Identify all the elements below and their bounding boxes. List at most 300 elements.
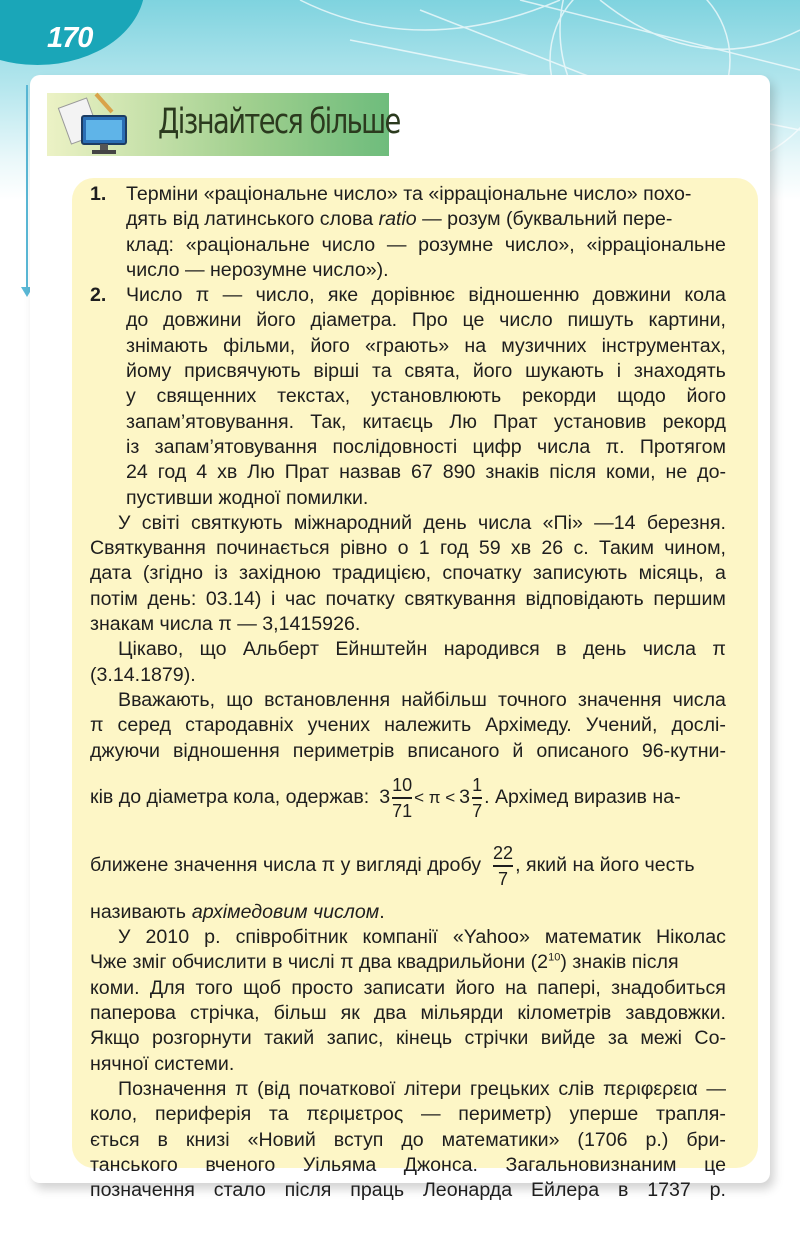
word: —14 — [594, 511, 636, 534]
text-segment: називають — [90, 900, 186, 923]
word: 24 — [126, 461, 148, 484]
text-segment: Чже зміг обчислити в числі π два квадрильйони (2 — [90, 951, 549, 974]
word: знаходять — [633, 360, 726, 383]
text-segment: . — [379, 900, 385, 923]
word: «Yahoo» — [452, 926, 530, 949]
word: картини, — [648, 309, 726, 332]
word: Леонарда — [422, 1179, 513, 1202]
word: музичних — [501, 334, 587, 357]
word: світі — [141, 511, 180, 534]
word: Вважають, — [118, 688, 216, 711]
word: точного — [497, 688, 567, 711]
word: довжини — [163, 309, 242, 332]
word: відношенню — [468, 284, 580, 307]
word: першим — [653, 587, 726, 610]
word: межі — [640, 1027, 682, 1050]
word: кола — [684, 284, 726, 307]
word: присвячують — [184, 360, 301, 383]
word: довжини — [592, 284, 671, 307]
text-line — [126, 283, 726, 308]
list-item-number: 1. — [90, 183, 107, 205]
word: святкують — [190, 511, 283, 534]
archimedes-fraction-line — [90, 832, 726, 900]
fraction-numerator: 22 — [493, 843, 514, 864]
word: рівно — [339, 537, 388, 560]
word: Цікаво, — [118, 638, 184, 661]
word: позначення — [90, 1179, 195, 1202]
word: 1737 — [647, 1179, 691, 1202]
word: й — [512, 739, 524, 762]
word: вступ — [333, 1128, 384, 1151]
word: текстах, — [277, 385, 351, 408]
archimedes-inequality — [90, 764, 726, 832]
word: рекорд — [662, 410, 726, 433]
word: та — [371, 360, 392, 383]
word: У — [118, 926, 131, 949]
text-line — [90, 1102, 726, 1127]
word: найбільш — [401, 688, 487, 711]
word: бри- — [686, 1128, 726, 1151]
word: установив — [553, 410, 647, 433]
word: год — [157, 461, 187, 484]
word: фільми, — [223, 334, 296, 357]
word: на — [505, 976, 527, 999]
word: (1706 — [577, 1128, 628, 1151]
word: клад: — [126, 233, 174, 256]
text-line — [126, 308, 726, 333]
word: коми. — [90, 976, 140, 999]
word: — — [420, 1103, 441, 1126]
word: хв — [217, 461, 238, 484]
word: потім — [90, 587, 138, 610]
word: у — [126, 385, 136, 408]
word: описаного — [536, 739, 629, 762]
word: папері, — [537, 976, 601, 999]
word: — — [386, 233, 407, 256]
word: західною — [239, 562, 321, 585]
word: «Новий — [247, 1128, 316, 1151]
word: числа — [478, 511, 532, 534]
word: периметр) — [458, 1103, 552, 1126]
exponent: 10 — [548, 951, 561, 964]
text-line — [90, 688, 726, 713]
word: більш — [273, 1002, 327, 1025]
word: в — [157, 1128, 168, 1151]
word: Число — [126, 284, 183, 307]
word: не — [665, 461, 688, 484]
word: і — [271, 587, 276, 610]
word: 03.14) — [205, 587, 262, 610]
word: відповідають — [525, 587, 644, 610]
word: число — [499, 309, 553, 332]
word: після — [549, 461, 597, 484]
word: значення — [577, 688, 662, 711]
word: вірші — [313, 360, 360, 383]
word: коми, — [606, 461, 656, 484]
word: 1 — [418, 537, 430, 560]
word: це — [704, 1153, 726, 1176]
word: березня. — [646, 511, 726, 534]
text-line — [126, 334, 726, 359]
word: установлюють — [370, 385, 502, 408]
word: стрічки — [464, 1027, 529, 1050]
text-line — [90, 637, 726, 662]
word: починається — [216, 537, 330, 560]
word: за — [607, 1027, 628, 1050]
word: Джонса. — [403, 1153, 478, 1176]
word: число — [321, 233, 376, 256]
paragraph-archimedes — [90, 688, 726, 925]
text-line — [90, 1153, 726, 1178]
text-segment: Терміни «раціональне число» та «ірраціональне число» похо- — [126, 183, 692, 205]
term-archimedes-number: архімедовим числом — [191, 900, 380, 923]
word: міжнародний — [293, 511, 413, 534]
word: такий — [264, 1027, 315, 1050]
text-line — [126, 207, 726, 232]
word: π — [712, 638, 726, 661]
word: запис, — [326, 1027, 384, 1050]
word: числа — [672, 688, 726, 711]
word: дослі- — [671, 714, 726, 737]
word: назвав — [339, 461, 402, 484]
word: із — [126, 435, 140, 458]
word: свята, — [404, 360, 461, 383]
text-line: знакам числа π — 3,1415926. — [90, 613, 361, 636]
word: учених — [307, 714, 371, 737]
text-line — [90, 950, 726, 975]
word: встановлення — [264, 688, 391, 711]
word: περιφερεια — [602, 1077, 698, 1100]
word: народився — [443, 638, 540, 661]
word: стрічка, — [189, 1002, 260, 1025]
text-line: пустивши жодної помилки. — [126, 486, 369, 509]
word: серед — [117, 714, 172, 737]
word: Ейнштейн — [335, 638, 428, 661]
word: Прат — [284, 461, 330, 484]
word: після — [284, 1179, 332, 1202]
word: вписаного — [407, 739, 500, 762]
word: о — [397, 537, 409, 560]
word: і — [616, 360, 622, 383]
article-text — [90, 182, 726, 1203]
word: грецьких — [470, 1077, 550, 1100]
word: того — [195, 976, 233, 999]
word: на — [464, 334, 487, 357]
word: математик — [544, 926, 641, 949]
fraction-denominator: 7 — [472, 800, 483, 821]
text-segment: . Архімед виразив на- — [484, 786, 681, 809]
text-line — [126, 435, 726, 460]
word: — — [706, 1077, 726, 1100]
word: та — [268, 1103, 289, 1126]
fraction — [472, 775, 482, 821]
word: запам’ятовування. — [126, 410, 295, 433]
side-arrow-line — [26, 85, 28, 290]
word: стало — [213, 1179, 266, 1202]
word: китаєць — [362, 410, 434, 433]
word: до — [126, 309, 149, 332]
word: (згідно — [142, 562, 204, 585]
word: π — [235, 1077, 249, 1100]
word: належить — [384, 714, 472, 737]
paragraph-yahoo — [90, 925, 726, 1077]
word: περιμετρος — [306, 1103, 404, 1126]
list-item-1 — [90, 182, 726, 283]
paragraph-notation — [90, 1077, 726, 1203]
text-line: (3.14.1879). — [90, 663, 196, 686]
text-line — [126, 233, 726, 258]
word: с. — [573, 537, 589, 560]
text-line — [90, 1178, 726, 1203]
word: «грають» — [365, 334, 450, 357]
text-line: число — нерозумне число»). — [126, 258, 389, 281]
word: кілометрів — [517, 1002, 612, 1025]
word: Загальновизнаним — [505, 1153, 677, 1176]
word: початку — [325, 587, 395, 610]
fraction-bar — [472, 797, 482, 799]
word: р.) — [645, 1128, 669, 1151]
fraction — [493, 843, 513, 889]
word: компанії — [362, 926, 438, 949]
word: в — [556, 638, 567, 661]
word: літери — [404, 1077, 462, 1100]
word: Позначення — [118, 1077, 227, 1100]
word: дата — [90, 562, 132, 585]
word: число, — [255, 284, 315, 307]
word: його — [455, 976, 495, 999]
word: співробітник — [235, 926, 348, 949]
word: рекорди — [522, 385, 597, 408]
word: спочатку — [442, 562, 522, 585]
text-line — [90, 925, 726, 950]
word: розгорнути — [152, 1027, 252, 1050]
word: У — [118, 511, 131, 534]
text-line — [90, 561, 726, 586]
word: уперше — [569, 1103, 639, 1126]
word: джуючи — [90, 739, 160, 762]
word: як — [340, 1002, 360, 1025]
fraction-numerator: 1 — [472, 775, 483, 796]
text-segment — [90, 950, 679, 975]
word: Протягом — [639, 435, 726, 458]
word: «Пі» — [542, 511, 583, 534]
list-item-number: 2. — [90, 284, 107, 307]
text-line — [126, 460, 726, 485]
word: розумне — [418, 233, 494, 256]
computer-monitor-icon — [56, 92, 136, 156]
word: 96-кутни- — [641, 739, 726, 762]
word: кінець — [395, 1027, 453, 1050]
word: що — [226, 688, 254, 711]
fraction-bar — [392, 797, 412, 799]
word: Прат — [493, 410, 538, 433]
word: інструментах, — [601, 334, 726, 357]
word: день — [423, 511, 467, 534]
text-line — [90, 739, 726, 764]
word: щодо — [617, 385, 666, 408]
word: π. — [605, 435, 625, 458]
word: це — [462, 309, 485, 332]
word: 67 — [410, 461, 433, 484]
word: до- — [697, 461, 726, 484]
word: стародавніх — [185, 714, 294, 737]
word: слів — [558, 1077, 595, 1100]
text-segment: ближене значення числа π у вигляді дробу — [90, 854, 482, 877]
word: 2010 — [145, 926, 190, 949]
word: священних — [156, 385, 257, 408]
word: цифр — [472, 435, 522, 458]
text-line — [90, 976, 726, 1001]
word: вийде — [540, 1027, 596, 1050]
word: Архімеду. — [485, 714, 572, 737]
text-line: нячної системи. — [90, 1052, 235, 1075]
text-line — [126, 359, 726, 384]
word: р. — [204, 926, 221, 949]
word: мільярди — [420, 1002, 504, 1025]
text-line — [90, 511, 726, 536]
word: «ірраціональне — [586, 233, 726, 256]
word: в — [617, 1179, 629, 1202]
word: 4 — [196, 461, 208, 484]
paragraph-einstein — [90, 637, 726, 688]
word: записують — [532, 562, 628, 585]
word: периметрів — [292, 739, 395, 762]
word: послідовності — [332, 435, 458, 458]
word: математики» — [441, 1128, 560, 1151]
word: Таким — [598, 537, 654, 560]
fraction-numerator: 10 — [392, 775, 413, 796]
word: ється — [90, 1128, 140, 1151]
fraction-denominator: 71 — [392, 800, 413, 821]
word: 26 — [541, 537, 564, 560]
word: числа — [642, 638, 696, 661]
fraction-bar — [493, 865, 513, 867]
word: до — [401, 1128, 424, 1151]
text-segment: ків до діаметра кола, одержав: — [90, 786, 370, 809]
word: пишуть — [567, 309, 634, 332]
word: записати — [363, 976, 446, 999]
word: щоб — [243, 976, 282, 999]
word: вченого — [205, 1153, 276, 1176]
word: 890 — [442, 461, 476, 484]
word: його — [256, 309, 296, 332]
fraction-denominator: 7 — [498, 868, 509, 889]
word: книзі — [185, 1128, 230, 1151]
word: коло, — [90, 1103, 138, 1126]
word: Для — [149, 976, 186, 999]
word: год — [439, 537, 469, 560]
section-title: Дізнайтеся більше — [158, 102, 400, 142]
word: святкування — [404, 587, 516, 610]
text-line — [90, 1077, 726, 1102]
word: традицією, — [332, 562, 432, 585]
word: Про — [411, 309, 448, 332]
word: «раціональне — [185, 233, 310, 256]
word: яке — [327, 284, 359, 307]
mixed-number-whole: 3 — [459, 786, 471, 809]
word: 59 — [478, 537, 501, 560]
word: запам’ятовування — [154, 435, 318, 458]
inequality-signs: < π < — [414, 788, 456, 808]
word: праць — [350, 1179, 405, 1202]
word: чином, — [664, 537, 726, 560]
word: два — [373, 1002, 407, 1025]
word: Уільяма — [302, 1153, 377, 1176]
word: а — [715, 562, 726, 585]
word: р. — [709, 1179, 726, 1202]
text-line — [90, 1128, 726, 1153]
word: Учений, — [585, 714, 658, 737]
word: знадобиться — [611, 976, 726, 999]
word: Ніколас — [656, 926, 726, 949]
word: його — [686, 385, 726, 408]
word: Святкування — [90, 537, 206, 560]
word: — — [222, 284, 243, 307]
word: Лю — [449, 410, 477, 433]
word: Со- — [694, 1027, 726, 1050]
text-segment: ) знаків після — [560, 951, 679, 974]
word: початкової — [298, 1077, 396, 1100]
word: відношення — [172, 739, 280, 762]
word: π — [90, 714, 104, 737]
fraction — [392, 775, 412, 821]
text-segment: дять від латинського слова ratio — розум (буквальний пере- — [126, 208, 673, 231]
word: завдовжки. — [625, 1002, 726, 1025]
text-line — [90, 536, 726, 561]
word: танського — [90, 1153, 178, 1176]
word: (від — [257, 1077, 290, 1100]
paragraph-pi-day — [90, 511, 726, 637]
text-line — [126, 182, 726, 207]
word: його — [472, 360, 513, 383]
word: хв — [510, 537, 532, 560]
text-line — [90, 1026, 726, 1051]
text-line — [126, 384, 726, 409]
word: периферія — [154, 1103, 252, 1126]
mixed-number-whole: 3 — [379, 786, 391, 809]
word: знаків — [485, 461, 540, 484]
word: із — [214, 562, 228, 585]
word: день — [582, 638, 627, 661]
word: Ейлера — [530, 1179, 600, 1202]
word: число», — [504, 233, 575, 256]
word: діаметра. — [310, 309, 398, 332]
word: місяць, — [638, 562, 704, 585]
word: Так, — [310, 410, 347, 433]
text-segment: , який на його честь — [515, 854, 695, 877]
word: трапля- — [655, 1103, 726, 1126]
word: Альберт — [242, 638, 319, 661]
word: йому — [126, 360, 172, 383]
word: час — [284, 587, 316, 610]
list-item-2 — [90, 283, 726, 511]
text-line — [90, 1001, 726, 1026]
word: π — [195, 284, 210, 307]
word: числа — [536, 435, 591, 458]
text-line — [90, 900, 726, 925]
word: шукають — [525, 360, 604, 383]
word: день: — [147, 587, 197, 610]
word: знімають — [126, 334, 208, 357]
text-line — [90, 713, 726, 738]
word: паперова — [90, 1002, 176, 1025]
word: Лю — [247, 461, 275, 484]
word: дорівнює — [371, 284, 456, 307]
text-line — [90, 587, 726, 612]
text-line — [126, 410, 726, 435]
page-number: 170 — [47, 22, 93, 54]
word: Якщо — [90, 1027, 140, 1050]
